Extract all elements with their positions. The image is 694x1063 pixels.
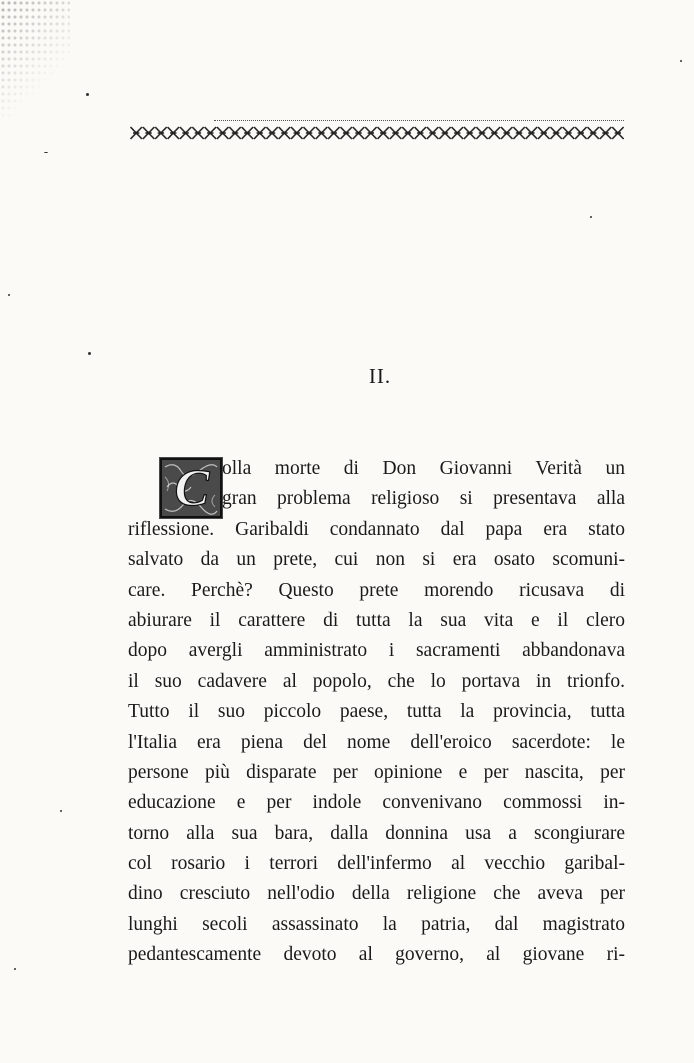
header-ornament-band (130, 126, 624, 140)
text-line: salvato da un prete, cui non si era osato scomuni- (128, 549, 625, 571)
text-line: riflessione. Garibaldi condannato dal papa era stato (128, 518, 625, 540)
scan-speck (14, 968, 16, 970)
scan-edge-noise (0, 0, 694, 60)
text-line: Tutto il suo piccolo paese, tutta la provincia, tutta (128, 701, 625, 723)
text-line: lunghi secoli assassinato la patria, dal magistrato (128, 913, 625, 935)
scan-speck (680, 60, 682, 62)
scan-speck (44, 152, 48, 153)
scan-speck (86, 93, 89, 96)
text-line: abiurare il carattere di tutta la sua vita e il clero (128, 609, 625, 631)
scan-speck (60, 810, 62, 812)
text-line: col rosario i terrori dell'infermo al vecchio garibal- (128, 853, 625, 875)
dotted-rule (214, 120, 624, 121)
scan-speck (88, 352, 91, 355)
text-line: persone più disparate per opinione e per nascita, per (128, 761, 625, 783)
text-line: educazione e per indole convenivano commossi in- (128, 792, 625, 814)
drop-cap-letter: C (174, 460, 210, 517)
body-text (128, 454, 625, 971)
text-line: il suo cadavere al popolo, che lo portava in trionfo. (128, 670, 625, 692)
text-line: torno alla sua bara, dalla donnina usa a scongiurare (128, 822, 625, 844)
text-line: l'Italia era piena del nome dell'eroico sacerdote: le (128, 731, 625, 753)
text-line: dino cresciuto nell'odio della religione che aveva per (128, 883, 625, 905)
text-line: care. Perchè? Questo prete morendo ricusava di (128, 579, 625, 601)
scan-speck (8, 294, 10, 296)
scan-corner-noise (0, 0, 70, 120)
chapter-number: II. (368, 364, 392, 388)
text-line: olla morte di Don Giovanni Verità un (222, 458, 625, 479)
ornament-icon (130, 126, 624, 140)
text-line: gran problema religioso si presentava alla (222, 488, 625, 510)
text-line: dopo avergli amministrato i sacramenti abbandonava (128, 640, 625, 662)
text-line: pedantescamente devoto al governo, al giovane ri- (128, 944, 625, 966)
scan-speck (590, 216, 592, 218)
